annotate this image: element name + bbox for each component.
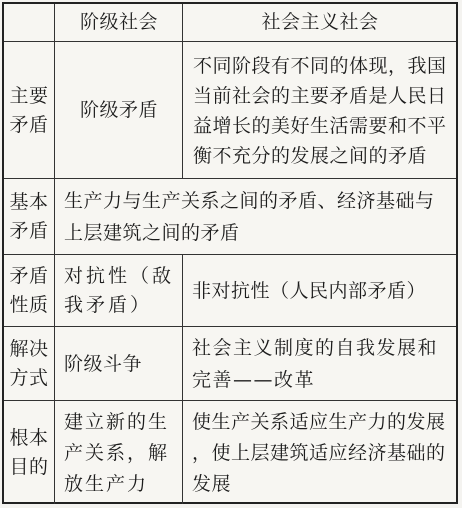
cell-socialist-resolution-method: 社会主义制度的自我发展和完善——改革 bbox=[192, 337, 439, 391]
cell-basic-contradiction-merged: 生产力与生产关系之间的矛盾、经济基础与上层建筑之间的矛盾 bbox=[64, 190, 435, 244]
cell-class-fundamental-purpose: 建立新的生产关系，解放生产力 bbox=[64, 410, 170, 495]
row-label-fundamental-purpose: 根本 目的 bbox=[9, 427, 49, 478]
row-divider bbox=[4, 178, 456, 179]
comparison-table bbox=[2, 2, 458, 504]
row-divider bbox=[4, 326, 456, 327]
row-label-resolution-method: 解决 方式 bbox=[9, 338, 49, 389]
row-label-basic-contradiction: 基本 矛盾 bbox=[9, 191, 49, 242]
column-divider bbox=[182, 4, 183, 178]
cell-class-contradiction-nature: 对抗性（敌我矛盾） bbox=[64, 265, 175, 316]
column-divider bbox=[54, 4, 55, 504]
row-divider bbox=[4, 400, 456, 401]
column-divider bbox=[182, 254, 183, 504]
header-corner bbox=[4, 4, 54, 41]
row-divider bbox=[4, 254, 456, 255]
cell-class-resolution-method: 阶级斗争 bbox=[64, 352, 143, 375]
row-divider bbox=[4, 41, 456, 42]
row-label-contradiction-nature: 矛盾 性质 bbox=[9, 265, 49, 316]
cell-socialist-main-contradiction: 不同阶段有不同的体现，我国当前社会的主要矛盾是人民日益增长的美好生活需要和不平衡不充分的发展之间的矛盾 bbox=[193, 54, 447, 167]
cell-class-main-contradiction: 阶级矛盾 bbox=[79, 99, 158, 121]
cell-socialist-fundamental-purpose: 使生产关系适应生产力的发展，使上层建筑适应经济基础的发展 bbox=[192, 410, 446, 495]
cell-socialist-contradiction-nature: 非对抗性（人民内部矛盾） bbox=[192, 279, 427, 302]
header-class-society: 阶级社会 bbox=[79, 11, 158, 33]
row-label-main-contradiction: 主要 矛盾 bbox=[9, 84, 49, 136]
header-socialist-society: 社会主义社会 bbox=[261, 11, 379, 33]
